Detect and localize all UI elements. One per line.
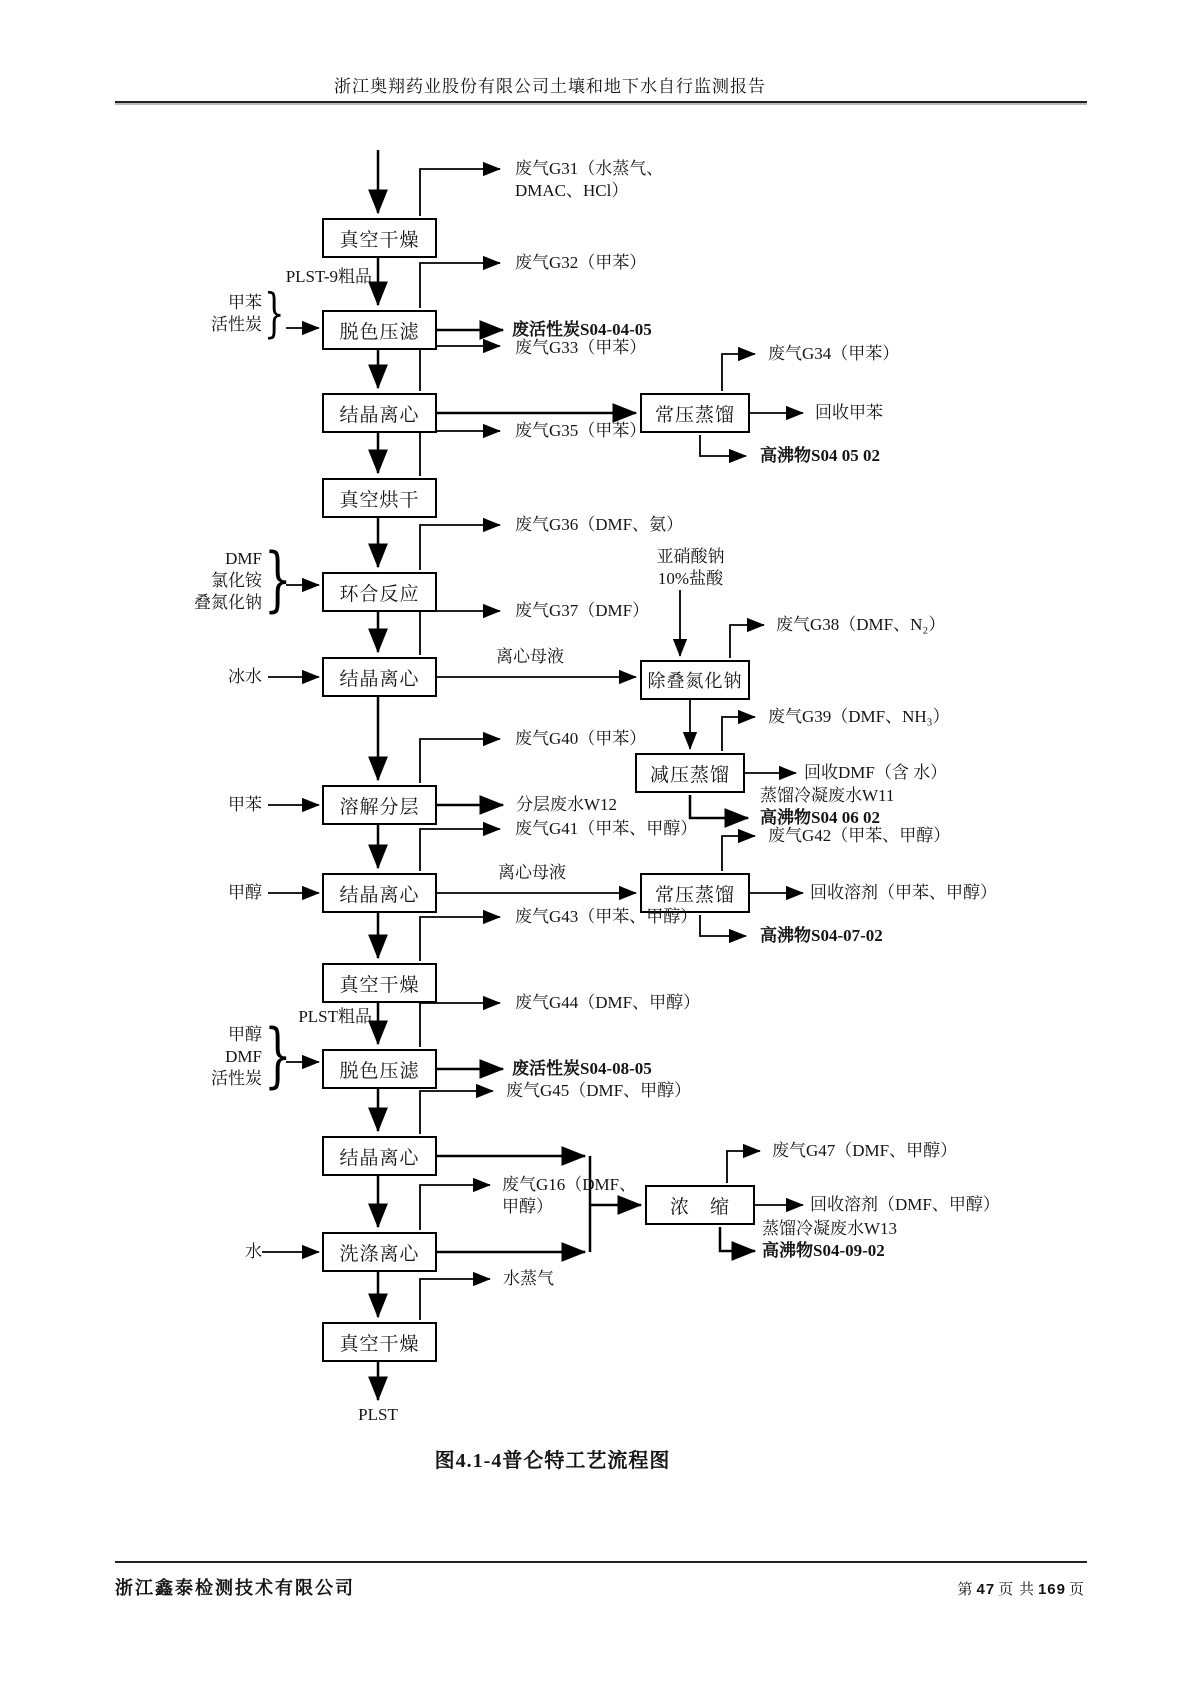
input-label-sodium-nitrite: 亚硝酸钠	[656, 547, 725, 566]
waste-label-carbon-1: 废活性炭S04-04-05	[512, 320, 652, 339]
recovered-toluene-label: 回收甲苯	[815, 403, 883, 422]
steam-label: 水蒸气	[503, 1269, 554, 1288]
condensate-w11-label: 蒸馏冷凝废水W11	[760, 786, 895, 805]
input-brace-3: }	[264, 1014, 292, 1096]
waste-gas-label-g47: 废气G47（DMF、甲醇）	[772, 1141, 958, 1160]
footer-page-prefix: 第	[957, 1582, 974, 1598]
input-label-dmf-2: DMF	[225, 1047, 262, 1066]
waste-gas-label-g46-line2: 甲醇）	[502, 1197, 553, 1216]
recovered-solvent-label-2: 回收溶剂（DMF、甲醇）	[810, 1195, 1000, 1214]
footer-page-total: 169	[1037, 1581, 1066, 1598]
box-wash-centrifuge: 洗涤离心	[322, 1232, 437, 1272]
footer-page-suffix: 页	[1068, 1582, 1085, 1598]
waste-gas-label-g31-line2: DMAC、HCl）	[515, 181, 629, 200]
intermediate-label-plst-crude: PLST粗品	[298, 1007, 372, 1026]
box-remove-azide: 除叠氮化钠	[640, 660, 750, 700]
recovered-solvent-label-1: 回收溶剂（甲苯、甲醇）	[810, 883, 997, 902]
waste-gas-label-g41: 废气G41（甲苯、甲醇）	[515, 819, 698, 838]
waste-gas-label-g37: 废气G37（DMF）	[515, 601, 650, 620]
box-dissolve-separate: 溶解分层	[322, 785, 437, 825]
input-label-activated-carbon-2: 活性炭	[211, 1069, 262, 1088]
waste-gas-label-g31-line1: 废气G31（水蒸气、	[515, 159, 664, 178]
waste-label-carbon-2: 废活性炭S04-08-05	[512, 1059, 652, 1078]
figure-caption: 图4.1-4普仑特工艺流程图	[434, 1450, 671, 1472]
footer-company: 浙江鑫泰检测技术有限公司	[115, 1578, 355, 1598]
intermediate-label-mother-liquor-2: 离心母液	[498, 863, 566, 882]
input-label-sodium-azide: 叠氮化钠	[194, 593, 262, 612]
waste-gas-label-g36: 废气G36（DMF、氨）	[515, 515, 684, 534]
box-crystal-centrifuge-3: 结晶离心	[322, 873, 437, 913]
input-label-hydrochloric-acid: 10%盐酸	[657, 569, 724, 588]
waste-gas-label-g44: 废气G44（DMF、甲醇）	[515, 993, 701, 1012]
input-brace-2: }	[264, 538, 292, 620]
footer-page-number: 47	[976, 1581, 996, 1598]
header-divider	[115, 101, 1087, 103]
box-atm-distillation-2: 常压蒸馏	[640, 873, 750, 913]
box-vacuum-distillation: 减压蒸馏	[635, 753, 745, 793]
input-label-toluene: 甲苯	[228, 293, 262, 312]
box-decolor-filter-2: 脱色压滤	[322, 1049, 437, 1089]
condensate-w13-label: 蒸馏冷凝废水W13	[762, 1219, 898, 1238]
box-vacuum-bake: 真空烘干	[322, 478, 437, 518]
input-label-ammonium-chloride: 氯化铵	[211, 571, 262, 590]
high-boiler-label-1: 高沸物S04 05 02	[760, 446, 880, 465]
waste-gas-label-g43: 废气G43（甲苯、甲醇）	[515, 907, 698, 926]
intermediate-label-plst9-crude: PLST-9粗品	[285, 267, 372, 286]
input-label-methanol: 甲醇	[228, 883, 262, 902]
waste-gas-label-g34: 废气G34（甲苯）	[768, 344, 900, 363]
box-vacuum-drying-1: 真空干燥	[322, 218, 437, 258]
waste-gas-label-g46-line1: 废气G16（DMF、	[502, 1175, 637, 1194]
box-atm-distillation-1: 常压蒸馏	[640, 393, 750, 433]
waste-gas-label-g35: 废气G35（甲苯）	[515, 421, 647, 440]
box-concentrate: 浓 缩	[645, 1185, 755, 1225]
recovered-dmf-label: 回收DMF（含 水）	[804, 763, 948, 782]
waste-gas-label-g45: 废气G45（DMF、甲醇）	[506, 1081, 692, 1100]
box-vacuum-drying-3: 真空干燥	[322, 1322, 437, 1362]
box-decolor-filter-1: 脱色压滤	[322, 310, 437, 350]
box-cyclization-reaction: 环合反应	[322, 572, 437, 612]
footer-page-middle: 页 共	[998, 1582, 1035, 1598]
box-crystal-centrifuge-2: 结晶离心	[322, 657, 437, 697]
input-label-water: 水	[245, 1242, 262, 1261]
input-label-toluene-2: 甲苯	[228, 795, 262, 814]
input-label-methanol-2: 甲醇	[228, 1025, 262, 1044]
page-title: 浙江奥翔药业股份有限公司土壤和地下水自行监测报告	[334, 77, 766, 96]
waste-gas-label-g39: 废气G39（DMF、NH₃）	[768, 707, 950, 726]
waste-gas-label-g42: 废气G42（甲苯、甲醇）	[768, 826, 951, 845]
input-brace-1: }	[264, 284, 285, 344]
footer-page-indicator	[957, 1578, 1085, 1599]
high-boiler-label-2: 高沸物S04 06 02	[760, 808, 880, 827]
footer-divider	[115, 1561, 1087, 1563]
high-boiler-label-4: 高沸物S04-09-02	[762, 1241, 885, 1260]
intermediate-label-mother-liquor-1: 离心母液	[496, 647, 564, 666]
box-crystal-centrifuge-4: 结晶离心	[322, 1136, 437, 1176]
input-label-dmf: DMF	[225, 549, 262, 568]
high-boiler-label-3: 高沸物S04-07-02	[760, 926, 883, 945]
layered-wastewater-w12-label: 分层废水W12	[516, 795, 618, 814]
box-crystal-centrifuge-1: 结晶离心	[322, 393, 437, 433]
input-label-ice-water: 冰水	[228, 667, 262, 686]
box-vacuum-drying-2: 真空干燥	[322, 963, 437, 1003]
waste-gas-label-g32: 废气G32（甲苯）	[515, 253, 647, 272]
waste-gas-label-g33: 废气G33（甲苯）	[515, 338, 647, 357]
product-label-plst: PLST	[358, 1405, 398, 1424]
input-label-activated-carbon: 活性炭	[211, 315, 262, 334]
waste-gas-label-g40: 废气G40（甲苯）	[515, 729, 647, 748]
waste-gas-label-g38: 废气G38（DMF、N₂）	[776, 615, 946, 634]
